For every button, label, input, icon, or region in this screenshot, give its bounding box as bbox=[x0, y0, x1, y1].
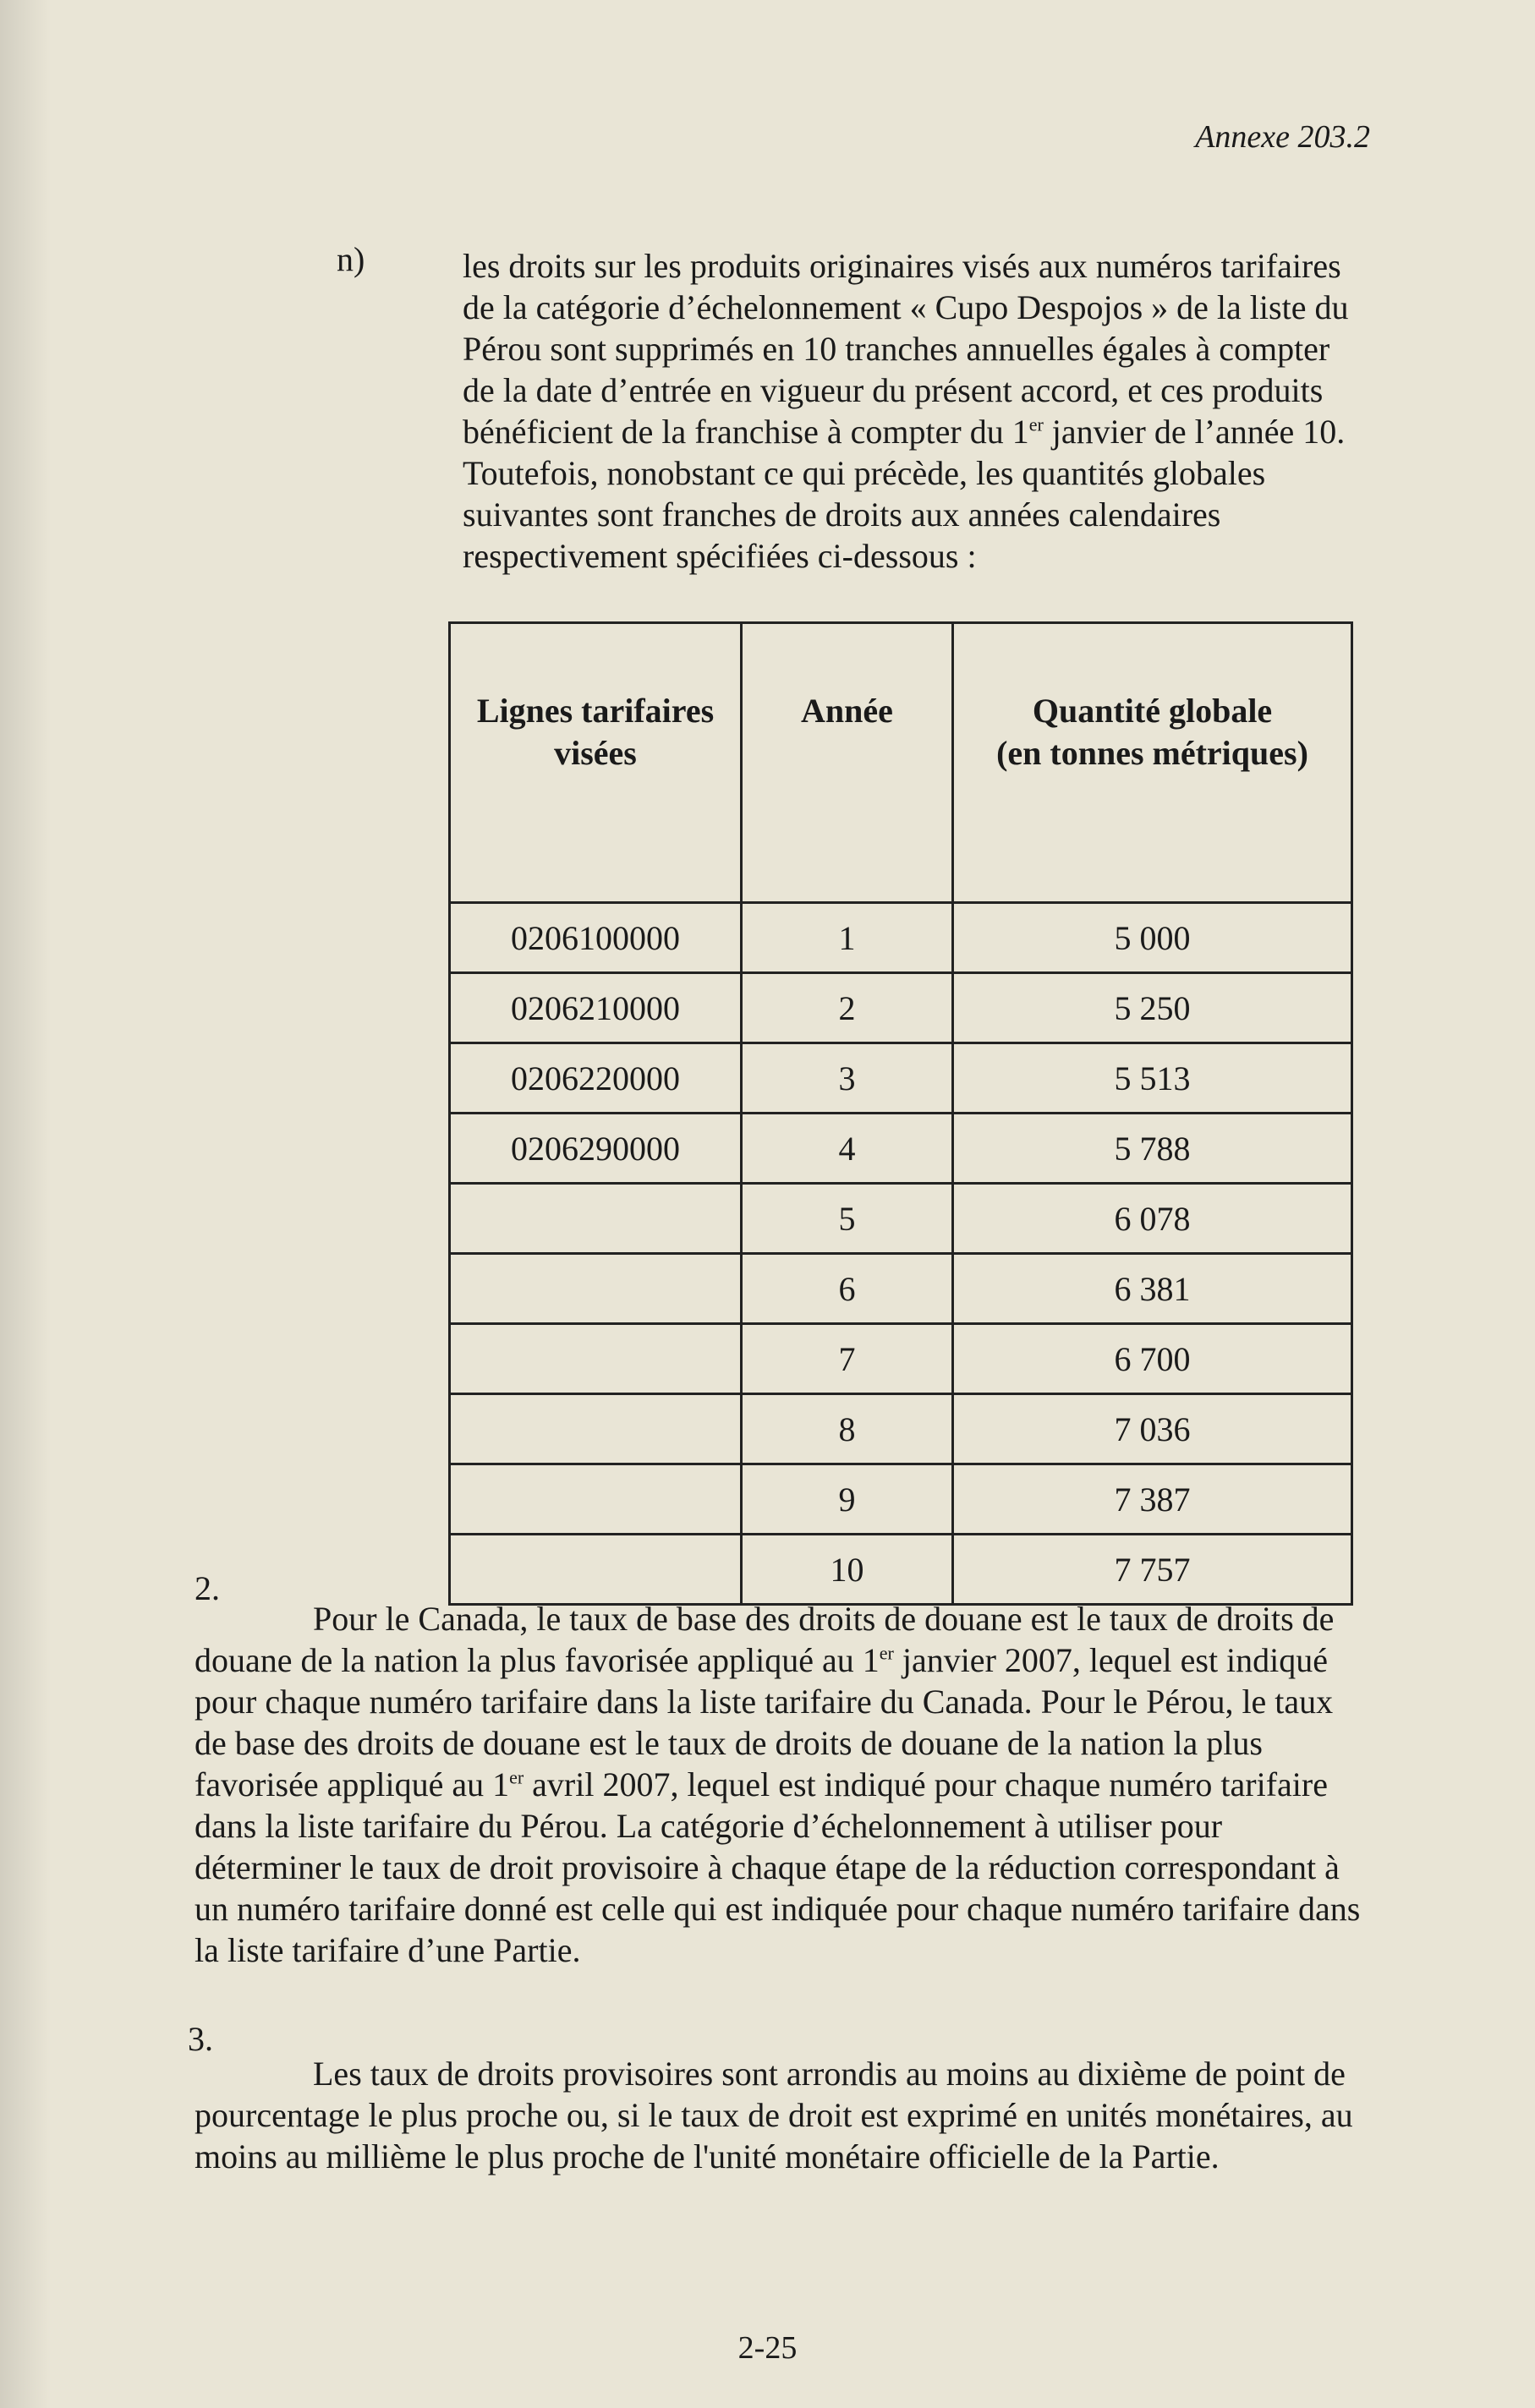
table-row bbox=[450, 1324, 1352, 1394]
table-row bbox=[450, 1184, 1352, 1254]
running-head: Annexe 203.2 bbox=[1195, 119, 1370, 155]
table-row bbox=[450, 903, 1352, 973]
table-row bbox=[450, 1464, 1352, 1535]
paragraph-3 bbox=[195, 2053, 1362, 2177]
table-header-row bbox=[450, 623, 1352, 903]
header-quantity bbox=[953, 623, 1352, 903]
item-n-text-part1: les droits sur les produits originaires visés aux numéros tarifaires de la catégorie d’échelonnement « Cupo Despojos » de la liste du Pérou sont supprimés en 10 tranches annuelles égales à compter de la date d’entrée en vigueur du présent accord, et ces produits bénéficient de la franchise à compter du 1 bbox=[463, 247, 1349, 451]
cell-quantity: 6 381 bbox=[953, 1254, 1352, 1324]
item-n-text bbox=[463, 245, 1368, 577]
cell-tariff-line: 0206210000 bbox=[450, 973, 742, 1043]
cell-year: 3 bbox=[741, 1043, 952, 1114]
paragraph-2-number: 2. bbox=[195, 1569, 220, 1607]
paragraph-2 bbox=[195, 1598, 1362, 1971]
cell-tariff-line: 0206220000 bbox=[450, 1043, 742, 1114]
table-row bbox=[450, 1394, 1352, 1464]
cell-year: 10 bbox=[741, 1535, 952, 1605]
cell-year: 1 bbox=[741, 903, 952, 973]
cell-quantity: 5 788 bbox=[953, 1114, 1352, 1184]
cell-tariff-line bbox=[450, 1464, 742, 1535]
cell-quantity: 5 000 bbox=[953, 903, 1352, 973]
cell-year: 7 bbox=[741, 1324, 952, 1394]
item-n-superscript: er bbox=[1028, 413, 1044, 435]
cell-year: 9 bbox=[741, 1464, 952, 1535]
header-quantity-line1: Quantité globale bbox=[1032, 692, 1273, 730]
cell-tariff-line bbox=[450, 1184, 742, 1254]
paragraph-2-sup1: er bbox=[879, 1642, 894, 1664]
page-binding-shadow bbox=[0, 0, 51, 2408]
cell-tariff-line bbox=[450, 1535, 742, 1605]
paragraph-2-part3: avril 2007, lequel est indiqué pour chaque numéro tarifaire dans la liste tarifaire du Pérou. La catégorie d’échelonnement à utiliser pour déterminer le taux de droit provisoire à chaque étape de la réduction correspondant à un numéro tarifaire donné est celle qui est indiquée pour chaque numéro tarifaire dans la liste tarifaire d’une Partie. bbox=[195, 1765, 1361, 1969]
item-n-text-part2: janvier de l’année 10. Toutefois, nonobstant ce qui précède, les quantités globales suivantes sont franches de droits aux années calendaires respectivement spécifiées ci-dessous : bbox=[463, 413, 1346, 575]
paragraph-3-number: 3. bbox=[188, 2020, 213, 2058]
cell-quantity: 6 700 bbox=[953, 1324, 1352, 1394]
cell-quantity: 7 757 bbox=[953, 1535, 1352, 1605]
header-year: Année bbox=[741, 623, 952, 903]
header-tariff-lines: Lignes tarifaires visées bbox=[450, 623, 742, 903]
cell-year: 2 bbox=[741, 973, 952, 1043]
cell-tariff-line: 0206290000 bbox=[450, 1114, 742, 1184]
cell-year: 4 bbox=[741, 1114, 952, 1184]
paragraph-2-part1: Pour le Canada, le taux de base des droits de douane est le taux de droits de douane de la nation la plus favorisée appliqué au 1 bbox=[195, 1600, 1335, 1679]
paragraph-2-part2: janvier 2007, lequel est indiqué pour chaque numéro tarifaire dans la liste tarifaire du Canada. Pour le Pérou, le taux de base des droits de douane est le taux de droits de douane de la nation la plus favorisée appliqué au 1 bbox=[195, 1641, 1334, 1803]
item-n-label: n) bbox=[337, 240, 365, 278]
table-row bbox=[450, 1535, 1352, 1605]
table-row bbox=[450, 1043, 1352, 1114]
table-row bbox=[450, 1254, 1352, 1324]
paragraph-2-sup2: er bbox=[509, 1766, 524, 1788]
cell-tariff-line bbox=[450, 1254, 742, 1324]
cell-year: 5 bbox=[741, 1184, 952, 1254]
quota-table bbox=[448, 621, 1353, 1606]
cell-tariff-line: 0206100000 bbox=[450, 903, 742, 973]
cell-year: 8 bbox=[741, 1394, 952, 1464]
cell-quantity: 5 513 bbox=[953, 1043, 1352, 1114]
paragraph-3-text: Les taux de droits provisoires sont arrondis au moins au dixième de point de pourcentage le plus proche ou, si le taux de droit est exprimé en unités monétaires, au moins au millième le plus proche de l'unité monétaire officielle de la Partie. bbox=[195, 2055, 1353, 2175]
cell-tariff-line bbox=[450, 1324, 742, 1394]
cell-quantity: 6 078 bbox=[953, 1184, 1352, 1254]
cell-quantity: 5 250 bbox=[953, 973, 1352, 1043]
cell-quantity: 7 036 bbox=[953, 1394, 1352, 1464]
header-quantity-line2: (en tonnes métriques) bbox=[996, 734, 1308, 772]
cell-quantity: 7 387 bbox=[953, 1464, 1352, 1535]
table-row bbox=[450, 1114, 1352, 1184]
cell-tariff-line bbox=[450, 1394, 742, 1464]
table-row bbox=[450, 973, 1352, 1043]
page-number: 2-25 bbox=[737, 2330, 798, 2366]
cell-year: 6 bbox=[741, 1254, 952, 1324]
